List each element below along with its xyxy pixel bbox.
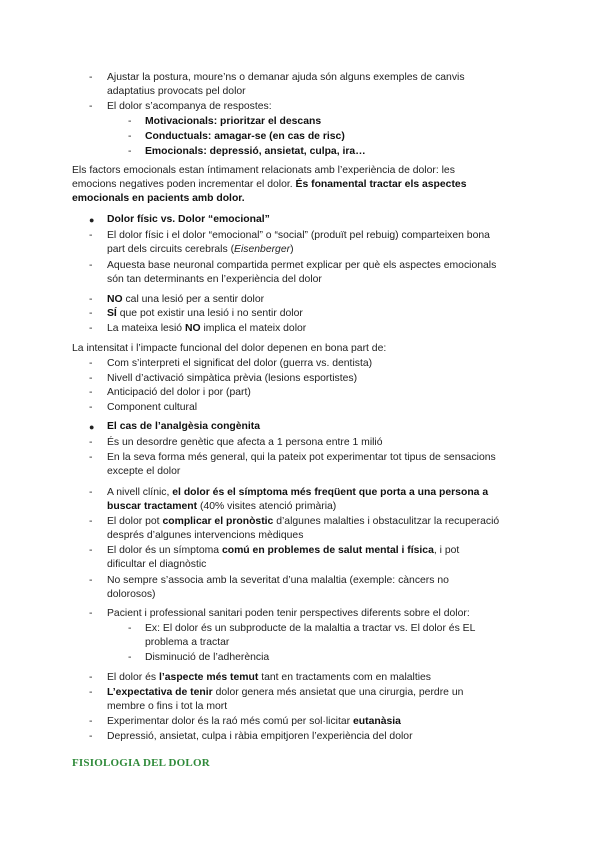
list-item: No sempre s’associa amb la severitat d’una malaltia (exemple: càncers no <box>107 575 449 586</box>
paragraph-line: emocions negatives poden incrementar el dolor. És fonamental tractar els aspectes <box>72 179 467 190</box>
list-item: És un desordre genètic que afecta a 1 persona entre 1 milió <box>107 437 383 448</box>
list-item: En la seva forma més general, qui la pateix pot experimentar tot tipus de sensacions <box>107 452 496 463</box>
list-item: Depressió, ansietat, culpa i ràbia empitjoren l’experiència del dolor <box>107 731 413 742</box>
section-item: Dolor físic vs. Dolor “emocional” <box>107 214 270 225</box>
bullet-dash: - <box>128 652 132 663</box>
list-item-continuation: després d’algunes intervencions mèdiques <box>107 530 304 541</box>
bullet-dash: - <box>128 116 132 127</box>
bullet-dash: - <box>89 545 93 556</box>
section-heading: FISIOLOGIA DEL DOLOR <box>72 757 210 769</box>
bullet-dash: - <box>89 687 93 698</box>
bullet-dash: - <box>89 487 93 498</box>
list-item: El dolor físic i el dolor “emocional” o “social” (produït pel rebuig) comparteixen bona <box>107 230 490 241</box>
list-item: Pacient i professional sanitari poden tenir perspectives diferents sobre el dolor: <box>107 608 470 619</box>
bullet-dash: - <box>89 516 93 527</box>
bullet-dash: - <box>128 146 132 157</box>
bullet-dash: - <box>89 230 93 241</box>
list-item-continuation: dolorosos) <box>107 589 156 600</box>
list-item: El dolor s’acompanya de respostes: <box>107 101 272 112</box>
bullet-dash: - <box>89 323 93 334</box>
list-item: Com s’interpreti el significat del dolor (guerra vs. dentista) <box>107 358 373 369</box>
bullet-dash: - <box>89 72 93 83</box>
list-item-continuation: membre o fins i tot la mort <box>107 701 228 712</box>
list-item: Ajustar la postura, moure’ns o demanar ajuda són alguns exemples de canvis <box>107 72 465 83</box>
bullet-dash: - <box>89 716 93 727</box>
sublist-item: Conductuals: amagar-se (en cas de risc) <box>145 131 345 142</box>
sublist-item: Disminució de l’adherència <box>145 652 270 663</box>
paragraph-line: Els factors emocionals estan íntimament relacionats amb l’experiència de dolor: les <box>72 165 455 176</box>
bullet-dash: - <box>89 575 93 586</box>
bullet-dash: - <box>128 623 132 634</box>
list-item-continuation: són tan determinants en l’experiència del dolor <box>107 274 322 285</box>
bullet-dash: - <box>89 608 93 619</box>
bullet-dash: - <box>89 373 93 384</box>
list-item-continuation: part dels circuits cerebrals (Eisenberger) <box>107 244 294 255</box>
bullet-dash: - <box>89 437 93 448</box>
sublist-item: Ex: El dolor és un subproducte de la malaltia a tractar vs. El dolor és EL <box>145 623 476 634</box>
list-item: Component cultural <box>107 402 198 413</box>
list-item: SÍ que pot existir una lesió i no sentir dolor <box>107 308 303 319</box>
bullet-dash: - <box>89 101 93 112</box>
bullet-dash: - <box>89 452 93 463</box>
bullet-dash: - <box>89 387 93 398</box>
bullet-dash: - <box>89 260 93 271</box>
list-item-continuation: dificultar el diagnòstic <box>107 559 207 570</box>
sublist-item-continuation: problema a tractar <box>145 637 230 648</box>
list-item-continuation: excepte el dolor <box>107 466 181 477</box>
bullet-dash: - <box>89 294 93 305</box>
bullet-dash: - <box>128 131 132 142</box>
paragraph-line: La intensitat i l’impacte funcional del dolor depenen en bona part de: <box>72 343 387 354</box>
bullet-dash: - <box>89 308 93 319</box>
paragraph-line: emocionals en pacients amb dolor. <box>72 193 245 204</box>
section-item: El cas de l’analgèsia congènita <box>107 421 261 432</box>
sublist-item: Motivacionals: prioritzar el descans <box>145 116 322 127</box>
list-item: Nivell d’activació simpàtica prèvia (lesions esportistes) <box>107 373 358 384</box>
list-item: Anticipació del dolor i por (part) <box>107 387 251 398</box>
list-item: L’expectativa de tenir dolor genera més ansietat que una cirurgia, perdre un <box>107 687 464 698</box>
bullet-dot: ● <box>89 215 95 225</box>
list-item: El dolor és un símptoma comú en problemes de salut mental i física, i pot <box>107 545 460 556</box>
bullet-dash: - <box>89 358 93 369</box>
bullet-dash: - <box>89 402 93 413</box>
bullet-dash: - <box>89 731 93 742</box>
list-item: El dolor pot complicar el pronòstic d’algunes malalties i obstaculitzar la recuperació <box>107 516 500 527</box>
list-item: Aquesta base neuronal compartida permet explicar per què els aspectes emocionals <box>107 260 497 271</box>
bullet-dot: ● <box>89 422 95 432</box>
list-item: El dolor és l’aspecte més temut tant en tractaments com en malalties <box>107 672 432 683</box>
list-item: La mateixa lesió NO implica el mateix dolor <box>107 323 307 334</box>
bullet-dash: - <box>89 672 93 683</box>
list-item: NO cal una lesió per a sentir dolor <box>107 294 265 305</box>
list-item: Experimentar dolor és la raó més comú per sol·licitar eutanàsia <box>107 716 401 727</box>
sublist-item: Emocionals: depressió, ansietat, culpa, ira… <box>145 146 366 157</box>
list-item-continuation: buscar tractament (40% visites atenció primària) <box>107 501 337 512</box>
list-item: A nivell clínic, el dolor és el símptoma més freqüent que porta a una persona a <box>107 487 489 498</box>
list-item-continuation: adaptatius provocats pel dolor <box>107 86 246 97</box>
